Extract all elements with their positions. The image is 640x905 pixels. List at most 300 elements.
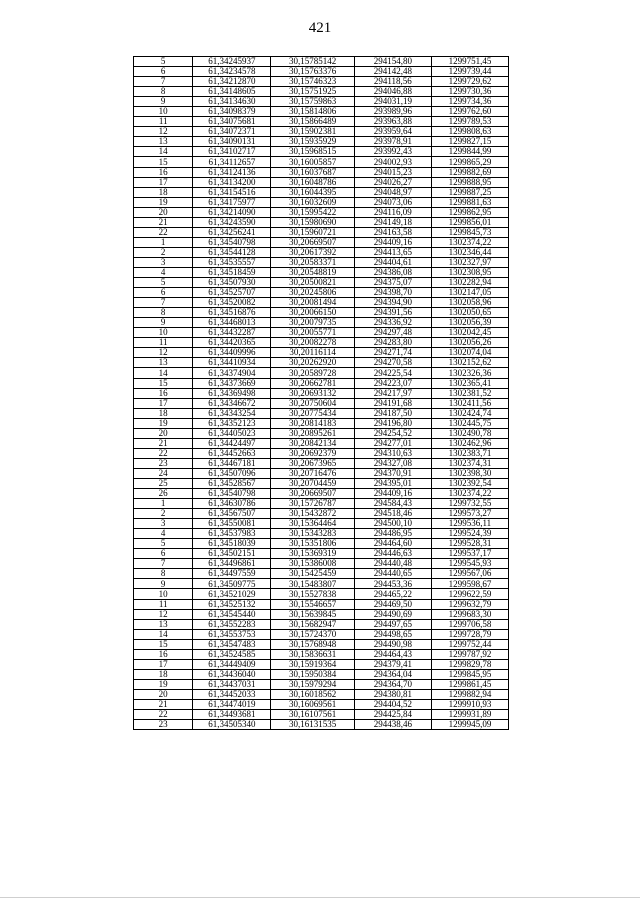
y-coordinate-cell: 1302050,65: [431, 308, 508, 318]
table-row: [134, 197, 509, 207]
latitude-cell: 61,34432287: [193, 328, 271, 338]
longitude-cell: 30,16069561: [271, 700, 354, 710]
y-coordinate-cell: 1302445,75: [431, 418, 508, 428]
y-coordinate-cell: 1299622,59: [431, 589, 508, 599]
y-coordinate-cell: 1299751,45: [431, 57, 508, 67]
longitude-cell: 30,20692379: [271, 448, 354, 458]
latitude-cell: 61,34369498: [193, 388, 271, 398]
latitude-cell: 61,34505340: [193, 720, 271, 730]
point-number-cell: 11: [134, 599, 193, 609]
point-number-cell: 19: [134, 197, 193, 207]
y-coordinate-cell: 1299865,29: [431, 157, 508, 167]
y-coordinate-cell: 1299910,93: [431, 700, 508, 710]
point-number-cell: 24: [134, 468, 193, 478]
table-row: [134, 589, 509, 599]
longitude-cell: 30,15814806: [271, 107, 354, 117]
point-number-cell: 14: [134, 147, 193, 157]
y-coordinate-cell: 1302374,22: [431, 489, 508, 499]
x-coordinate-cell: 293963,88: [354, 117, 431, 127]
longitude-cell: 30,15546657: [271, 599, 354, 609]
x-coordinate-cell: 294486,95: [354, 529, 431, 539]
longitude-cell: 30,15785142: [271, 57, 354, 67]
longitude-cell: 30,20583371: [271, 257, 354, 267]
table-row: [134, 519, 509, 529]
x-coordinate-cell: 294048,97: [354, 187, 431, 197]
x-coordinate-cell: 294149,18: [354, 217, 431, 227]
y-coordinate-cell: 1302327,97: [431, 257, 508, 267]
longitude-cell: 30,16048786: [271, 177, 354, 187]
latitude-cell: 61,34496861: [193, 559, 271, 569]
longitude-cell: 30,20116114: [271, 348, 354, 358]
latitude-cell: 61,34535557: [193, 257, 271, 267]
point-number-cell: 4: [134, 529, 193, 539]
table-row: [134, 489, 509, 499]
point-number-cell: 17: [134, 659, 193, 669]
point-number-cell: 5: [134, 539, 193, 549]
x-coordinate-cell: 294398,70: [354, 288, 431, 298]
longitude-cell: 30,20842134: [271, 438, 354, 448]
x-coordinate-cell: 294498,65: [354, 629, 431, 639]
longitude-cell: 30,15768948: [271, 639, 354, 649]
point-number-cell: 7: [134, 559, 193, 569]
point-number-cell: 16: [134, 388, 193, 398]
longitude-cell: 30,16131535: [271, 720, 354, 730]
latitude-cell: 61,34516876: [193, 308, 271, 318]
x-coordinate-cell: 293989,96: [354, 107, 431, 117]
latitude-cell: 61,34436040: [193, 669, 271, 679]
x-coordinate-cell: 294380,81: [354, 689, 431, 699]
point-number-cell: 10: [134, 107, 193, 117]
table-row: [134, 247, 509, 257]
latitude-cell: 61,34234578: [193, 67, 271, 77]
table-row: [134, 529, 509, 539]
point-number-cell: 23: [134, 458, 193, 468]
x-coordinate-cell: 293978,91: [354, 137, 431, 147]
page-bottom-divider: [0, 897, 640, 898]
table-row: [134, 368, 509, 378]
point-number-cell: 18: [134, 408, 193, 418]
latitude-cell: 61,34373669: [193, 378, 271, 388]
latitude-cell: 61,34547483: [193, 639, 271, 649]
table-row: [134, 428, 509, 438]
longitude-cell: 30,16005857: [271, 157, 354, 167]
point-number-cell: 22: [134, 448, 193, 458]
x-coordinate-cell: 294500,10: [354, 519, 431, 529]
y-coordinate-cell: 1299845,73: [431, 227, 508, 237]
y-coordinate-cell: 1302462,96: [431, 438, 508, 448]
point-number-cell: 3: [134, 257, 193, 267]
point-number-cell: 20: [134, 428, 193, 438]
x-coordinate-cell: 294490,69: [354, 609, 431, 619]
latitude-cell: 61,34545440: [193, 609, 271, 619]
latitude-cell: 61,34134200: [193, 177, 271, 187]
longitude-cell: 30,16018562: [271, 689, 354, 699]
table-row: [134, 408, 509, 418]
point-number-cell: 6: [134, 549, 193, 559]
latitude-cell: 61,34405023: [193, 428, 271, 438]
point-number-cell: 1: [134, 237, 193, 247]
longitude-cell: 30,15682947: [271, 619, 354, 629]
longitude-cell: 30,15351806: [271, 539, 354, 549]
longitude-cell: 30,15425459: [271, 569, 354, 579]
point-number-cell: 9: [134, 97, 193, 107]
longitude-cell: 30,15995422: [271, 207, 354, 217]
longitude-cell: 30,15763376: [271, 67, 354, 77]
table-row: [134, 378, 509, 388]
y-coordinate-cell: 1302346,44: [431, 247, 508, 257]
latitude-cell: 61,34524585: [193, 649, 271, 659]
point-number-cell: 18: [134, 669, 193, 679]
latitude-cell: 61,34424497: [193, 438, 271, 448]
x-coordinate-cell: 294464,60: [354, 539, 431, 549]
x-coordinate-cell: 294225,54: [354, 368, 431, 378]
x-coordinate-cell: 294438,46: [354, 720, 431, 730]
y-coordinate-cell: 1299528,31: [431, 539, 508, 549]
y-coordinate-cell: 1302374,31: [431, 458, 508, 468]
y-coordinate-cell: 1302074,04: [431, 348, 508, 358]
x-coordinate-cell: 293992,43: [354, 147, 431, 157]
point-number-cell: 4: [134, 267, 193, 277]
y-coordinate-cell: 1299827,15: [431, 137, 508, 147]
latitude-cell: 61,34520082: [193, 298, 271, 308]
latitude-cell: 61,34550081: [193, 519, 271, 529]
table-row: [134, 468, 509, 478]
table-row: [134, 639, 509, 649]
table-row: [134, 267, 509, 277]
x-coordinate-cell: 294518,46: [354, 509, 431, 519]
table-row: [134, 147, 509, 157]
y-coordinate-cell: 1299524,39: [431, 529, 508, 539]
longitude-cell: 30,20500821: [271, 278, 354, 288]
x-coordinate-cell: 294196,80: [354, 418, 431, 428]
latitude-cell: 61,34474019: [193, 700, 271, 710]
x-coordinate-cell: 294395,01: [354, 478, 431, 488]
latitude-cell: 61,34630786: [193, 499, 271, 509]
point-number-cell: 17: [134, 398, 193, 408]
latitude-cell: 61,34528567: [193, 478, 271, 488]
point-number-cell: 3: [134, 519, 193, 529]
y-coordinate-cell: 1299545,93: [431, 559, 508, 569]
latitude-cell: 61,34452663: [193, 448, 271, 458]
longitude-cell: 30,20775434: [271, 408, 354, 418]
longitude-cell: 30,15919364: [271, 659, 354, 669]
latitude-cell: 61,34098379: [193, 107, 271, 117]
y-coordinate-cell: 1299882,69: [431, 167, 508, 177]
latitude-cell: 61,34124136: [193, 167, 271, 177]
y-coordinate-cell: 1302398,30: [431, 468, 508, 478]
latitude-cell: 61,34518459: [193, 267, 271, 277]
longitude-cell: 30,20693132: [271, 388, 354, 398]
latitude-cell: 61,34468013: [193, 318, 271, 328]
table-row: [134, 237, 509, 247]
longitude-cell: 30,20662781: [271, 378, 354, 388]
y-coordinate-cell: 1299882,94: [431, 689, 508, 699]
y-coordinate-cell: 1299808,63: [431, 127, 508, 137]
table-row: [134, 388, 509, 398]
longitude-cell: 30,15902381: [271, 127, 354, 137]
table-row: [134, 509, 509, 519]
latitude-cell: 61,34449409: [193, 659, 271, 669]
latitude-cell: 61,34075681: [193, 117, 271, 127]
point-number-cell: 5: [134, 57, 193, 67]
latitude-cell: 61,34509775: [193, 579, 271, 589]
point-number-cell: 14: [134, 629, 193, 639]
longitude-cell: 30,15935929: [271, 137, 354, 147]
latitude-cell: 61,34245937: [193, 57, 271, 67]
latitude-cell: 61,34420365: [193, 338, 271, 348]
latitude-cell: 61,34409996: [193, 348, 271, 358]
y-coordinate-cell: 1299573,27: [431, 509, 508, 519]
latitude-cell: 61,34212870: [193, 77, 271, 87]
point-number-cell: 22: [134, 710, 193, 720]
y-coordinate-cell: 1299862,95: [431, 207, 508, 217]
point-number-cell: 1: [134, 499, 193, 509]
x-coordinate-cell: 294073,06: [354, 197, 431, 207]
table-row: [134, 649, 509, 659]
y-coordinate-cell: 1299632,79: [431, 599, 508, 609]
longitude-cell: 30,15960721: [271, 227, 354, 237]
x-coordinate-cell: 294364,70: [354, 679, 431, 689]
y-coordinate-cell: 1302392,54: [431, 478, 508, 488]
page-number: 421: [308, 20, 332, 36]
y-coordinate-cell: 1299856,01: [431, 217, 508, 227]
point-number-cell: 10: [134, 328, 193, 338]
latitude-cell: 61,34154516: [193, 187, 271, 197]
x-coordinate-cell: 294370,91: [354, 468, 431, 478]
latitude-cell: 61,34540798: [193, 489, 271, 499]
x-coordinate-cell: 294453,36: [354, 579, 431, 589]
latitude-cell: 61,34502151: [193, 549, 271, 559]
longitude-cell: 30,15746323: [271, 77, 354, 87]
point-number-cell: 13: [134, 358, 193, 368]
point-number-cell: 14: [134, 368, 193, 378]
table-row: [134, 499, 509, 509]
y-coordinate-cell: 1299728,79: [431, 629, 508, 639]
y-coordinate-cell: 1299683,30: [431, 609, 508, 619]
latitude-cell: 61,34493681: [193, 710, 271, 720]
latitude-cell: 61,34537983: [193, 529, 271, 539]
y-coordinate-cell: 1302326,36: [431, 368, 508, 378]
latitude-cell: 61,34553753: [193, 629, 271, 639]
latitude-cell: 61,34544128: [193, 247, 271, 257]
table-row: [134, 177, 509, 187]
point-number-cell: 20: [134, 689, 193, 699]
table-row: [134, 720, 509, 730]
longitude-cell: 30,16044395: [271, 187, 354, 197]
latitude-cell: 61,34410934: [193, 358, 271, 368]
table-row: [134, 398, 509, 408]
y-coordinate-cell: 1302424,74: [431, 408, 508, 418]
point-number-cell: 2: [134, 509, 193, 519]
latitude-cell: 61,34072371: [193, 127, 271, 137]
point-number-cell: 23: [134, 720, 193, 730]
x-coordinate-cell: 294464,43: [354, 649, 431, 659]
longitude-cell: 30,20055771: [271, 328, 354, 338]
x-coordinate-cell: 294490,98: [354, 639, 431, 649]
longitude-cell: 30,20548819: [271, 267, 354, 277]
point-number-cell: 17: [134, 177, 193, 187]
longitude-cell: 30,20750604: [271, 398, 354, 408]
latitude-cell: 61,34243590: [193, 217, 271, 227]
latitude-cell: 61,34452033: [193, 689, 271, 699]
x-coordinate-cell: 294394,90: [354, 298, 431, 308]
y-coordinate-cell: 1299730,36: [431, 87, 508, 97]
y-coordinate-cell: 1302147,05: [431, 288, 508, 298]
x-coordinate-cell: 294379,41: [354, 659, 431, 669]
x-coordinate-cell: 294217,97: [354, 388, 431, 398]
point-number-cell: 10: [134, 589, 193, 599]
latitude-cell: 61,34175977: [193, 197, 271, 207]
y-coordinate-cell: 1299752,44: [431, 639, 508, 649]
x-coordinate-cell: 294031,19: [354, 97, 431, 107]
x-coordinate-cell: 294327,08: [354, 458, 431, 468]
table-row: [134, 157, 509, 167]
table-row: [134, 448, 509, 458]
x-coordinate-cell: 294270,58: [354, 358, 431, 368]
x-coordinate-cell: 294440,65: [354, 569, 431, 579]
point-number-cell: 6: [134, 288, 193, 298]
longitude-cell: 30,20716476: [271, 468, 354, 478]
table-row: [134, 207, 509, 217]
table-row: [134, 187, 509, 197]
y-coordinate-cell: 1302308,95: [431, 267, 508, 277]
point-number-cell: 16: [134, 649, 193, 659]
x-coordinate-cell: 294046,88: [354, 87, 431, 97]
longitude-cell: 30,15343283: [271, 529, 354, 539]
point-number-cell: 15: [134, 157, 193, 167]
latitude-cell: 61,34090131: [193, 137, 271, 147]
x-coordinate-cell: 294584,43: [354, 499, 431, 509]
table-row: [134, 689, 509, 699]
point-number-cell: 7: [134, 298, 193, 308]
point-number-cell: 12: [134, 348, 193, 358]
x-coordinate-cell: 294297,48: [354, 328, 431, 338]
table-row: [134, 298, 509, 308]
y-coordinate-cell: 1302381,52: [431, 388, 508, 398]
table-row: [134, 549, 509, 559]
x-coordinate-cell: 294254,52: [354, 428, 431, 438]
longitude-cell: 30,16037687: [271, 167, 354, 177]
x-coordinate-cell: 294404,52: [354, 700, 431, 710]
x-coordinate-cell: 294002,93: [354, 157, 431, 167]
x-coordinate-cell: 294413,65: [354, 247, 431, 257]
longitude-cell: 30,15751925: [271, 87, 354, 97]
table-row: [134, 288, 509, 298]
longitude-cell: 30,15979294: [271, 679, 354, 689]
table-row: [134, 348, 509, 358]
y-coordinate-cell: 1302374,22: [431, 237, 508, 247]
y-coordinate-cell: 1299945,09: [431, 720, 508, 730]
y-coordinate-cell: 1299844,99: [431, 147, 508, 157]
latitude-cell: 61,34343254: [193, 408, 271, 418]
longitude-cell: 30,20669507: [271, 237, 354, 247]
table-row: [134, 599, 509, 609]
longitude-cell: 30,15724370: [271, 629, 354, 639]
point-number-cell: 21: [134, 217, 193, 227]
y-coordinate-cell: 1299729,62: [431, 77, 508, 87]
y-coordinate-cell: 1299861,45: [431, 679, 508, 689]
y-coordinate-cell: 1302490,78: [431, 428, 508, 438]
table-row: [134, 137, 509, 147]
x-coordinate-cell: 294469,50: [354, 599, 431, 609]
x-coordinate-cell: 294409,16: [354, 489, 431, 499]
point-number-cell: 19: [134, 679, 193, 689]
x-coordinate-cell: 294310,63: [354, 448, 431, 458]
longitude-cell: 30,20895261: [271, 428, 354, 438]
y-coordinate-cell: 1302056,26: [431, 338, 508, 348]
point-number-cell: 8: [134, 569, 193, 579]
longitude-cell: 30,15369319: [271, 549, 354, 559]
y-coordinate-cell: 1299881,63: [431, 197, 508, 207]
longitude-cell: 30,20617392: [271, 247, 354, 257]
point-number-cell: 6: [134, 67, 193, 77]
y-coordinate-cell: 1299734,36: [431, 97, 508, 107]
x-coordinate-cell: 294163,58: [354, 227, 431, 237]
y-coordinate-cell: 1299762,60: [431, 107, 508, 117]
table-row: [134, 569, 509, 579]
longitude-cell: 30,20589728: [271, 368, 354, 378]
x-coordinate-cell: 294154,80: [354, 57, 431, 67]
point-number-cell: 11: [134, 338, 193, 348]
latitude-cell: 61,34521029: [193, 589, 271, 599]
point-number-cell: 20: [134, 207, 193, 217]
x-coordinate-cell: 294391,56: [354, 308, 431, 318]
table-row: [134, 619, 509, 629]
table-row: [134, 338, 509, 348]
point-number-cell: 16: [134, 167, 193, 177]
latitude-cell: 61,34134630: [193, 97, 271, 107]
y-coordinate-cell: 1302056,39: [431, 318, 508, 328]
table-row: [134, 539, 509, 549]
table-row: [134, 167, 509, 177]
longitude-cell: 30,15726787: [271, 499, 354, 509]
table-row: [134, 609, 509, 619]
coordinates-table: [133, 56, 509, 730]
y-coordinate-cell: 1299567,06: [431, 569, 508, 579]
point-number-cell: 13: [134, 619, 193, 629]
table-row: [134, 328, 509, 338]
longitude-cell: 30,20262920: [271, 358, 354, 368]
y-coordinate-cell: 1302058,96: [431, 298, 508, 308]
point-number-cell: 25: [134, 478, 193, 488]
table-row: [134, 257, 509, 267]
point-number-cell: 12: [134, 127, 193, 137]
point-number-cell: 21: [134, 438, 193, 448]
table-row: [134, 127, 509, 137]
y-coordinate-cell: 1302282,94: [431, 278, 508, 288]
x-coordinate-cell: 294446,63: [354, 549, 431, 559]
longitude-cell: 30,20669507: [271, 489, 354, 499]
latitude-cell: 61,34374904: [193, 368, 271, 378]
table-row: [134, 358, 509, 368]
longitude-cell: 30,15950384: [271, 669, 354, 679]
point-number-cell: 22: [134, 227, 193, 237]
x-coordinate-cell: 294118,56: [354, 77, 431, 87]
table-row: [134, 227, 509, 237]
table-row: [134, 77, 509, 87]
coordinates-table-body: [134, 57, 509, 730]
point-number-cell: 21: [134, 700, 193, 710]
longitude-cell: 30,20081494: [271, 298, 354, 308]
x-coordinate-cell: 294187,50: [354, 408, 431, 418]
x-coordinate-cell: 294497,65: [354, 619, 431, 629]
table-row: [134, 107, 509, 117]
x-coordinate-cell: 294425,84: [354, 710, 431, 720]
point-number-cell: 18: [134, 187, 193, 197]
x-coordinate-cell: 294336,92: [354, 318, 431, 328]
latitude-cell: 61,34518039: [193, 539, 271, 549]
latitude-cell: 61,34437031: [193, 679, 271, 689]
